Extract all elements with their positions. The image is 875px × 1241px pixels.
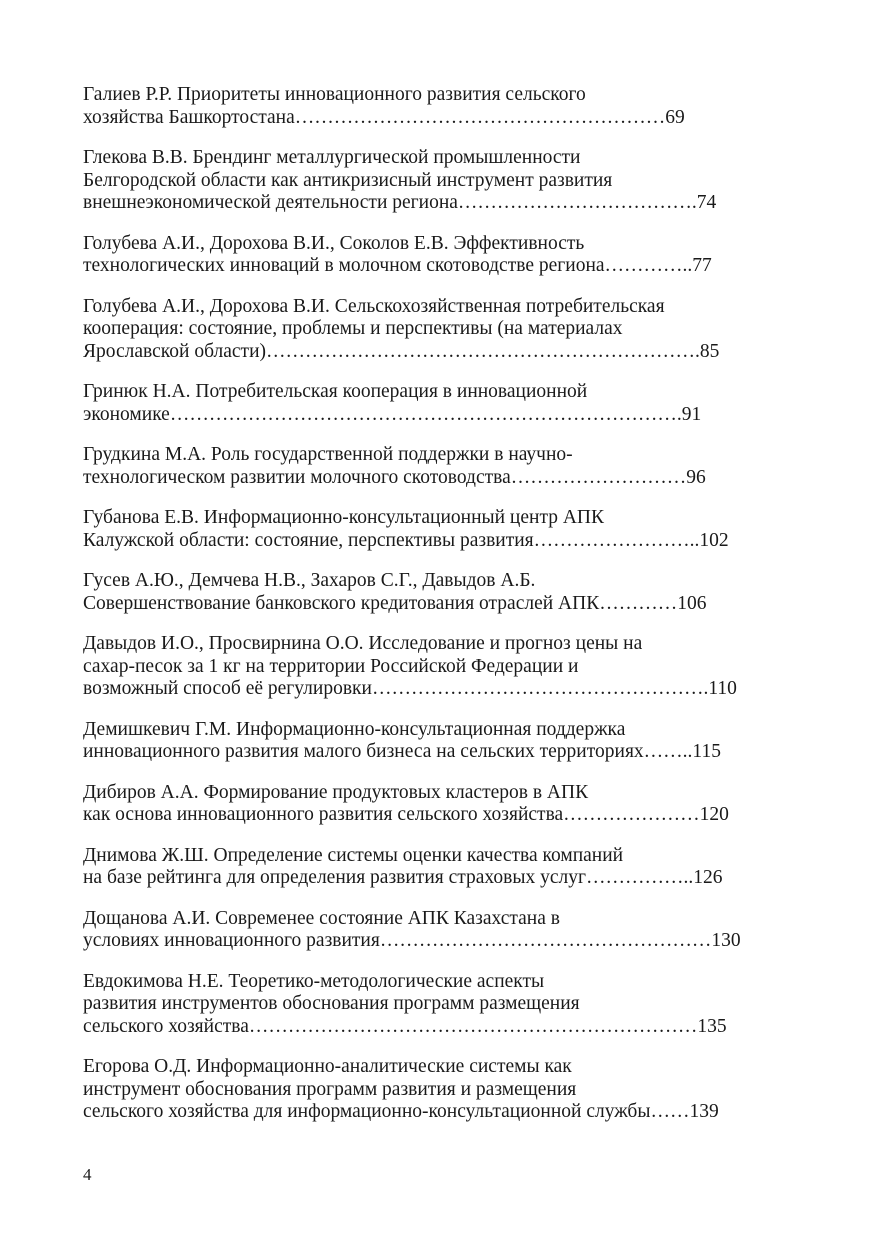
toc-entry-leader-line: технологическом развитии молочного скотоводства………………………96	[83, 466, 706, 488]
toc-entry-leader-line: хозяйства Башкортостана…………………………………………………69	[83, 106, 685, 128]
toc-entry-title-line: Губанова Е.В. Информационно-консультационный центр АПК	[83, 507, 605, 528]
toc-entry-title-line: Евдокимова Н.Е. Теоретико-методологические аспекты	[83, 970, 545, 992]
toc-entry	[83, 570, 763, 615]
toc-entry	[83, 507, 763, 552]
toc-entry-leader-line: возможный способ её регулировки…………………………………………….110	[83, 678, 737, 699]
toc-entry-leader-line: технологических инноваций в молочном скотоводстве региона…………..77	[83, 255, 712, 276]
toc-entry-leader-line: условиях инновационного развития……………………………………………130	[83, 930, 741, 951]
toc-entry-leader-line: сельского хозяйства для информационно-консультационной службы……139	[83, 1101, 719, 1122]
toc-entry	[83, 782, 763, 827]
page-number: 4	[83, 1165, 92, 1184]
toc-entry-title-line: развития инструментов обоснования программ размещения	[83, 993, 580, 1014]
toc-entry-title-line: кооперация: состояние, проблемы и перспективы (на материалах	[83, 318, 623, 339]
toc-entry	[83, 719, 763, 764]
toc-entry	[83, 147, 763, 215]
toc-entry-leader-line: Калужской области: состояние, перспективы развития……………………..102	[83, 529, 729, 551]
toc-entry-title-line: Дощанова А.И. Современее состояние АПК Казахстана в	[83, 907, 560, 929]
toc-entry-title-line: Глекова В.В. Брендинг металлургической промышленности	[83, 147, 581, 168]
toc-entry-title-line: Галиев Р.Р. Приоритеты инновационного развития сельского	[83, 84, 586, 105]
toc-entry-leader-line: экономике…………………………………………………………………….91	[83, 403, 702, 425]
toc-entry-title-line: Голубева А.И., Дорохова В.И. Сельскохозяйственная потребительская	[83, 295, 665, 317]
toc-entry-leader-line: Ярославской области)………………………………………………………….85	[83, 340, 720, 362]
toc-entry	[83, 444, 763, 489]
toc-entry	[83, 296, 763, 364]
toc-entry	[83, 381, 763, 426]
toc-entry	[83, 845, 763, 890]
toc-entry-leader-line: Совершенствование банковского кредитования отраслей АПК…………106	[83, 592, 707, 614]
toc-entry-title-line: сахар-песок за 1 кг на территории Российской Федерации и	[83, 655, 579, 677]
toc-entry-title-line: Давыдов И.О., Просвирнина О.О. Исследование и прогноз цены на	[83, 633, 643, 654]
toc-entry-leader-line: как основа инновационного развития сельского хозяйства…………………120	[83, 804, 729, 825]
toc-entry	[83, 633, 763, 701]
toc-entry-title-line: Грудкина М.А. Роль государственной поддержки в научно-	[83, 444, 573, 465]
toc-entry-title-line: Демишкевич Г.М. Информационно-консультационная поддержка	[83, 718, 626, 740]
toc-entry	[83, 908, 763, 953]
toc-entry-title-line: Гусев А.Ю., Демчева Н.В., Захаров С.Г., Давыдов А.Б.	[83, 570, 536, 591]
toc-entry	[83, 84, 763, 129]
toc-entry-leader-line: сельского хозяйства……………………………………………………………135	[83, 1015, 727, 1037]
toc-entry-title-line: Гринюк Н.А. Потребительская кооперация в инновационной	[83, 381, 588, 402]
toc-entry-title-line: инструмент обоснования программ развития и размещения	[83, 1078, 577, 1100]
toc-entry-title-line: Дибиров А.А. Формирование продуктовых кластеров в АПК	[83, 781, 589, 803]
toc-entry-leader-line: инновационного развития малого бизнеса на сельских территориях……..115	[83, 741, 721, 762]
toc-entry-title-line: Днимова Ж.Ш. Определение системы оценки качества компаний	[83, 844, 624, 866]
table-of-contents	[83, 84, 763, 1142]
toc-entry-title-line: Голубева А.И., Дорохова В.И., Соколов Е.В. Эффективность	[83, 232, 585, 254]
toc-entry	[83, 1056, 763, 1124]
toc-entry	[83, 971, 763, 1039]
toc-entry	[83, 233, 763, 278]
toc-entry-leader-line: на базе рейтинга для определения развития страховых услуг……………..126	[83, 867, 723, 888]
toc-entry-title-line: Белгородской области как антикризисный инструмент развития	[83, 169, 613, 191]
toc-entry-leader-line: внешнеэкономической деятельности региона……………………………….74	[83, 192, 717, 213]
toc-entry-title-line: Егорова О.Д. Информационно-аналитические системы как	[83, 1056, 572, 1077]
